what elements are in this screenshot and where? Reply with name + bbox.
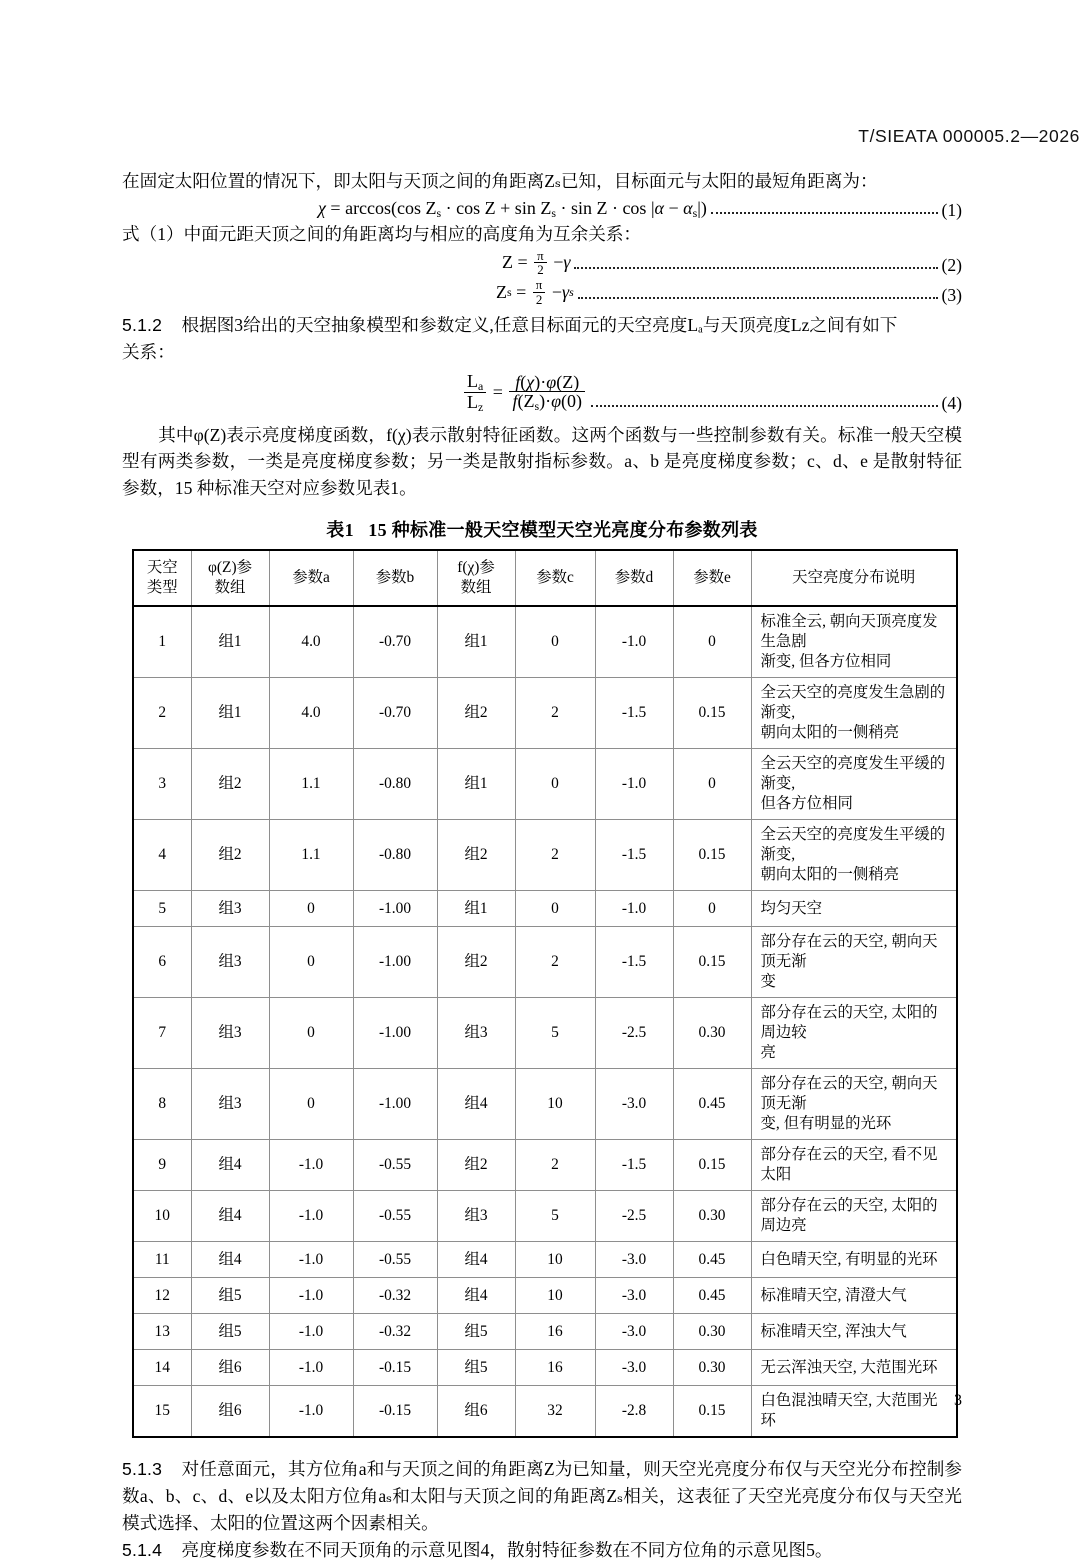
cell-type: 11 (133, 1242, 191, 1278)
cell-description-line2: 变, 但有明显的光环 (760, 1115, 892, 1133)
clause-5-1-2 (122, 312, 962, 365)
cell-d: -3.0 (595, 1278, 673, 1314)
cell-e: 0.15 (673, 820, 751, 891)
table-row (133, 1191, 957, 1242)
cell-f_group: 组2 (437, 1140, 515, 1191)
cell-e: 0.15 (673, 1386, 751, 1438)
cell-f_group: 组1 (437, 606, 515, 678)
cell-e: 0.15 (673, 678, 751, 749)
cell-f_group: 组3 (437, 1191, 515, 1242)
cell-e: 0.30 (673, 1191, 751, 1242)
cell-d: -1.0 (595, 891, 673, 927)
equation-4-number: (4) (941, 392, 962, 413)
clause-5-1-3-number: 5.1.3 (122, 1459, 163, 1480)
cell-f_group: 组2 (437, 678, 515, 749)
cell-a: 4.0 (269, 606, 353, 678)
table-row (133, 820, 957, 891)
cell-f_group: 组5 (437, 1350, 515, 1386)
table-header-row (133, 550, 957, 606)
cell-type: 3 (133, 749, 191, 820)
equation-3-row (122, 278, 962, 306)
col-header-phi-group-l2: 数组 (214, 578, 246, 596)
clause-5-1-3 (122, 1456, 962, 1536)
clause-5-1-4 (122, 1537, 962, 1563)
cell-description-line1: 部分存在云的天空, 太阳的周边较 (760, 1004, 938, 1042)
table-row (133, 678, 957, 749)
standard-identifier: T/SIEATA 000005.2—2026 (858, 126, 1080, 146)
cell-d: -2.5 (595, 998, 673, 1069)
table-row (133, 1242, 957, 1278)
equation-3-expression: Z s = $\frac{\pi}{2}$ − γ s (496, 277, 574, 307)
cell-phi_group: 组3 (191, 891, 269, 927)
cell-description-line1: 标准全云, 朝向天顶亮度发生急剧 (760, 612, 938, 650)
cell-a: -1.0 (269, 1191, 353, 1242)
intro-paragraph-1 (122, 168, 962, 195)
cell-e: 0 (673, 749, 751, 820)
intro-paragraph-2-text: 式（1）中面元距天顶之间的角距离均与相应的高度角为互余关系： (122, 223, 642, 244)
cell-d: -3.0 (595, 1069, 673, 1140)
cell-phi_group: 组5 (191, 1278, 269, 1314)
cell-phi_group: 组6 (191, 1350, 269, 1386)
cell-c: 16 (515, 1350, 595, 1386)
cell-c: 5 (515, 998, 595, 1069)
cell-b: -0.32 (353, 1278, 437, 1314)
table-1-label: 表1 (326, 519, 354, 540)
cell-a: 0 (269, 1069, 353, 1140)
table-row (133, 1278, 957, 1314)
page-number: 3 (954, 1392, 962, 1409)
document-header (240, 126, 1080, 147)
cell-b: -0.80 (353, 749, 437, 820)
cell-description (751, 998, 957, 1069)
cell-phi_group: 组2 (191, 820, 269, 891)
cell-type: 5 (133, 891, 191, 927)
cell-f_group: 组1 (437, 749, 515, 820)
cell-a: 4.0 (269, 678, 353, 749)
cell-description (751, 1140, 957, 1191)
table-1-title: 15 种标准一般天空模型天空光亮度分布参数列表 (368, 519, 758, 540)
cell-e: 0.30 (673, 998, 751, 1069)
cell-description-line2: 亮 (760, 1044, 776, 1062)
equation-4-expression: $\frac{L_a}{L_z}$ = $\frac{f(\chi)\cdot\varphi(Z)}{f(Z_s)\cdot\varphi(0)}$ (462, 372, 587, 414)
cell-description (751, 1278, 957, 1314)
cell-phi_group: 组2 (191, 749, 269, 820)
cell-a: -1.0 (269, 1314, 353, 1350)
equation-1-expression: χ = arccos(cos $Z_s \cdot \cos Z + \sin Z_s \cdot \sin Z \cdot \cos |\alpha - \alpha_s|$) (318, 197, 707, 220)
table-row (133, 749, 957, 820)
cell-description-line2: 朝向太阳的一侧稍亮 (760, 866, 900, 884)
clause-5-1-4-text: 亮度梯度参数在不同天顶角的示意见图4，散射特征参数在不同方位角的示意见图5。 (181, 1539, 833, 1560)
cell-d: -3.0 (595, 1350, 673, 1386)
cell-c: 2 (515, 820, 595, 891)
table-row (133, 1069, 957, 1140)
table-body (133, 606, 957, 1437)
cell-d: -2.5 (595, 1191, 673, 1242)
cell-b: -1.00 (353, 891, 437, 927)
equation-1-row (122, 198, 962, 221)
cell-a: -1.0 (269, 1386, 353, 1438)
col-header-f-group (437, 550, 515, 606)
cell-type: 1 (133, 606, 191, 678)
cell-type: 10 (133, 1191, 191, 1242)
cell-b: -0.55 (353, 1242, 437, 1278)
cell-a: 1.1 (269, 820, 353, 891)
cell-f_group: 组6 (437, 1386, 515, 1438)
cell-description (751, 1314, 957, 1350)
cell-c: 32 (515, 1386, 595, 1438)
cell-a: -1.0 (269, 1278, 353, 1314)
cell-f_group: 组4 (437, 1242, 515, 1278)
col-header-sky-type (133, 550, 191, 606)
cell-c: 5 (515, 1191, 595, 1242)
cell-phi_group: 组3 (191, 998, 269, 1069)
cell-a: 0 (269, 927, 353, 998)
equation-3-leader (578, 296, 939, 299)
table-row (133, 1140, 957, 1191)
table-row (133, 1350, 957, 1386)
cell-d: -1.0 (595, 606, 673, 678)
cell-b: -0.15 (353, 1350, 437, 1386)
cell-phi_group: 组3 (191, 927, 269, 998)
col-header-sky-type-l1: 天空 (146, 558, 178, 576)
cell-e: 0.45 (673, 1242, 751, 1278)
cell-description (751, 678, 957, 749)
cell-phi_group: 组3 (191, 1069, 269, 1140)
cell-e: 0.45 (673, 1278, 751, 1314)
clause-5-1-3-text: 对任意面元，其方位角a和与天顶之间的角距离Z为已知量，则天空光亮度分布仅与天空光分布控制参数a、b、c、d、e以及太阳方位角aₛ和太阳与天顶之间的角距离Zₛ相关，这表征了天空光亮度分布仅与天空光模式选择、太阳的位置这两个因素相关。 (122, 1459, 962, 1533)
cell-b: -0.32 (353, 1314, 437, 1350)
cell-a: 0 (269, 998, 353, 1069)
cell-d: -1.0 (595, 749, 673, 820)
cell-description-line1: 全云天空的亮度发生急剧的渐变, (760, 684, 946, 722)
col-header-param-d: 参数d (595, 550, 673, 606)
cell-c: 2 (515, 1140, 595, 1191)
clause-5-1-4-number: 5.1.4 (122, 1539, 163, 1560)
cell-description-line1: 部分存在云的天空, 朝向天顶无渐 (760, 933, 938, 971)
col-header-param-c: 参数c (515, 550, 595, 606)
cell-b: -1.00 (353, 998, 437, 1069)
cell-type: 8 (133, 1069, 191, 1140)
cell-c: 0 (515, 606, 595, 678)
cell-f_group: 组2 (437, 927, 515, 998)
cell-f_group: 组4 (437, 1069, 515, 1140)
cell-c: 2 (515, 927, 595, 998)
cell-c: 10 (515, 1242, 595, 1278)
cell-a: 1.1 (269, 749, 353, 820)
cell-description-line2: 变 (760, 973, 776, 991)
cell-a: -1.0 (269, 1242, 353, 1278)
cell-description (751, 1069, 957, 1140)
equation-4-row (122, 372, 962, 414)
cell-c: 16 (515, 1314, 595, 1350)
cell-type: 15 (133, 1386, 191, 1438)
equation-2-expression: Z = $\frac{\pi}{2}$ − γ (502, 247, 571, 278)
cell-f_group: 组2 (437, 820, 515, 891)
col-header-phi-group (191, 550, 269, 606)
clause-5-1-2-line2: 关系： (122, 342, 175, 363)
cell-description-line1: 部分存在云的天空, 朝向天顶无渐 (760, 1075, 938, 1113)
equation-3-number: (3) (941, 285, 962, 306)
cell-e: 0 (673, 606, 751, 678)
cell-description-line2: 朝向太阳的一侧稍亮 (760, 724, 900, 742)
cell-description (751, 1350, 957, 1386)
cell-b: -0.55 (353, 1140, 437, 1191)
clause-5-1-2-number: 5.1.2 (122, 315, 163, 336)
cell-b: -1.00 (353, 927, 437, 998)
equation-2-row (122, 249, 962, 277)
cell-type: 12 (133, 1278, 191, 1314)
cell-f_group: 组4 (437, 1278, 515, 1314)
cell-description-line1: 部分存在云的天空, 太阳的周边亮 (760, 1197, 938, 1235)
document-body (122, 168, 962, 1563)
cell-d: -1.5 (595, 678, 673, 749)
clause-5-1-2-explanation (122, 422, 962, 502)
cell-phi_group: 组5 (191, 1314, 269, 1350)
cell-a: -1.0 (269, 1350, 353, 1386)
cell-description-line1: 无云浑浊天空, 大范围光环 (760, 1358, 938, 1376)
cell-phi_group: 组6 (191, 1386, 269, 1438)
cell-description-line1: 均匀天空 (760, 899, 823, 917)
cell-description (751, 606, 957, 678)
cell-phi_group: 组1 (191, 678, 269, 749)
cell-type: 13 (133, 1314, 191, 1350)
cell-description (751, 891, 957, 927)
cell-description-line2: 但各方位相同 (760, 795, 853, 813)
cell-c: 0 (515, 749, 595, 820)
cell-f_group: 组1 (437, 891, 515, 927)
col-header-phi-group-l1: φ(Z)参 (208, 558, 252, 576)
cell-description-line1: 标准晴天空, 浑浊大气 (760, 1322, 907, 1340)
cell-description (751, 820, 957, 891)
col-header-sky-type-l2: 类型 (146, 578, 178, 596)
equation-2-number: (2) (941, 255, 962, 276)
cell-d: -2.8 (595, 1386, 673, 1438)
col-header-param-b: 参数b (353, 550, 437, 606)
col-header-description: 天空亮度分布说明 (751, 550, 957, 606)
cell-b: -0.70 (353, 678, 437, 749)
cell-e: 0.30 (673, 1350, 751, 1386)
equation-2-leader (574, 266, 938, 269)
intro-paragraph-1-text: 在固定太阳位置的情况下，即太阳与天顶之间的角距离Zₛ已知，目标面元与太阳的最短角距离为： (122, 171, 878, 191)
cell-e: 0.45 (673, 1069, 751, 1140)
equation-1-leader (711, 211, 939, 214)
equation-1-number: (1) (941, 199, 962, 220)
cell-b: -1.00 (353, 1069, 437, 1140)
cell-description-line1: 白色晴天空, 有明显的光环 (760, 1250, 938, 1268)
cell-d: -3.0 (595, 1242, 673, 1278)
table-1-caption (122, 516, 962, 542)
cell-description-line1: 白色混浊晴天空, 大范围光环 (760, 1392, 938, 1430)
cell-description (751, 749, 957, 820)
cell-e: 0.30 (673, 1314, 751, 1350)
cell-b: -0.15 (353, 1386, 437, 1438)
cell-phi_group: 组1 (191, 606, 269, 678)
table-row (133, 927, 957, 998)
cell-type: 9 (133, 1140, 191, 1191)
table-row (133, 891, 957, 927)
cell-description (751, 1386, 957, 1438)
cell-type: 2 (133, 678, 191, 749)
cell-a: 0 (269, 891, 353, 927)
col-header-f-group-l1: f(χ)参 (457, 558, 495, 576)
col-header-f-group-l2: 数组 (460, 578, 492, 596)
table-row (133, 998, 957, 1069)
cell-c: 0 (515, 891, 595, 927)
cell-phi_group: 组4 (191, 1140, 269, 1191)
equation-4-leader (591, 404, 938, 407)
cell-a: -1.0 (269, 1140, 353, 1191)
cell-description (751, 927, 957, 998)
cell-e: 0 (673, 891, 751, 927)
cell-e: 0.15 (673, 1140, 751, 1191)
cell-d: -1.5 (595, 927, 673, 998)
cell-b: -0.55 (353, 1191, 437, 1242)
cell-d: -3.0 (595, 1314, 673, 1350)
clause-5-1-2-explanation-text: 其中φ(Z)表示亮度梯度函数，f(χ)表示散射特征函数。这两个函数与一些控制参数有关。标准一般天空模型有两类参数，一类是亮度梯度参数；另一类是散射指标参数。a、b 是亮度梯度参数；c、d、e 是散射特征参数，15 种标准天空对应参数见表1。 (122, 424, 962, 499)
clause-5-1-2-line1: 根据图3给出的天空抽象模型和参数定义,任意目标面元的天空亮度Lₐ与天顶亮度Lᴢ之间有如下 (181, 315, 898, 336)
cell-c: 10 (515, 1069, 595, 1140)
cell-type: 14 (133, 1350, 191, 1386)
cell-description-line2: 渐变, 但各方位相同 (760, 653, 892, 670)
table-row (133, 1386, 957, 1438)
cell-description-line1: 全云天空的亮度发生平缓的渐变, (760, 755, 946, 793)
cell-description-line1: 标准晴天空, 清澄大气 (760, 1286, 907, 1304)
cell-description-line1: 部分存在云的天空, 看不见太阳 (760, 1146, 938, 1184)
cell-f_group: 组5 (437, 1314, 515, 1350)
cell-b: -0.70 (353, 606, 437, 678)
cell-c: 2 (515, 678, 595, 749)
col-header-param-e: 参数e (673, 550, 751, 606)
intro-paragraph-2 (122, 221, 962, 248)
cell-phi_group: 组4 (191, 1191, 269, 1242)
cell-c: 10 (515, 1278, 595, 1314)
cell-description (751, 1191, 957, 1242)
cell-b: -0.80 (353, 820, 437, 891)
cell-phi_group: 组4 (191, 1242, 269, 1278)
cell-type: 7 (133, 998, 191, 1069)
table-row (133, 606, 957, 678)
table-row (133, 1314, 957, 1350)
cell-d: -1.5 (595, 820, 673, 891)
cell-f_group: 组3 (437, 998, 515, 1069)
table-1-sky-parameters (132, 549, 958, 1438)
col-header-param-a: 参数a (269, 550, 353, 606)
cell-d: -1.5 (595, 1140, 673, 1191)
cell-description (751, 1242, 957, 1278)
cell-e: 0.15 (673, 927, 751, 998)
cell-description-line1: 全云天空的亮度发生平缓的渐变, (760, 826, 946, 864)
cell-type: 6 (133, 927, 191, 998)
cell-type: 4 (133, 820, 191, 891)
